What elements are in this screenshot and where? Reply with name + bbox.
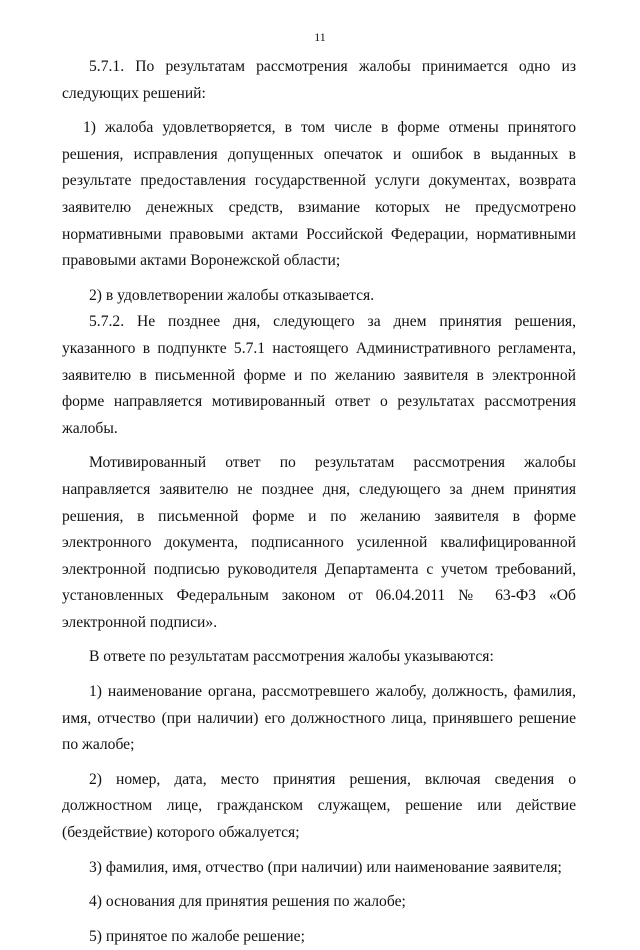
paragraph-5-7-2: 5.7.2. Не позднее дня, следующего за днем принятия решения, указанного в подпункте 5.7.1 настоящего Административного регламента, заявителю в письменной форме и по желанию заявителя в электронной форме направляется мотивированный ответ о результатах рассмотрения жалобы. xyxy=(62,313,576,437)
list-item-decision-number: 2) номер, дата, место принятия решения, включая сведения о должностном лице, гражданском служащем, решение или действие (бездействие) которого обжалуется; xyxy=(62,770,576,842)
paragraph-item-2-refused: 2) в удовлетворении жалобы отказывается. xyxy=(89,286,375,304)
list-item-decision: 5) принятое по жалобе решение; xyxy=(89,927,305,945)
paragraph-5-7-1: 5.7.1. По результатам рассмотрения жалобы принимается одно из следующих решений: xyxy=(62,58,576,102)
paragraph-answer-contents-intro: В ответе по результатам рассмотрения жалобы указываются: xyxy=(89,648,494,666)
paragraph-item-1-satisfied: 1) жалоба удовлетворяется, в том числе в форме отмены принятого решения, исправления допущенных опечаток и ошибок в выданных в результате предоставления государственной услуги документах, возврата заявителю денежных средств, взимание которых не предусмотрено нормативными правовыми актами Российской Федерации, нормативными правовыми актами Воронежской области; xyxy=(62,119,576,270)
list-item-applicant-name: 3) фамилия, имя, отчество (при наличии) или наименование заявителя; xyxy=(89,858,562,876)
list-item-body-name: 1) наименование органа, рассмотревшего жалобу, должность, фамилия, имя, отчество (при наличии) его должностного лица, принявшего решение по жалобе; xyxy=(62,683,576,754)
page-number: 11 xyxy=(314,30,326,44)
list-item-grounds: 4) основания для принятия решения по жалобе; xyxy=(89,893,406,911)
document-body xyxy=(62,54,576,950)
paragraph-motivated-answer: Мотивированный ответ по результатам рассмотрения жалобы направляется заявителю не позднее дня, следующего за днем принятия решения, в письменной форме и по желанию заявителя в форме электронного документа, подписанного усиленной квалифицированной электронной подписью руководителя Департамента с учетом требований, установленных Федеральным законом от 06.04.2011 № 63-ФЗ «Об электронной подписи». xyxy=(62,454,576,631)
